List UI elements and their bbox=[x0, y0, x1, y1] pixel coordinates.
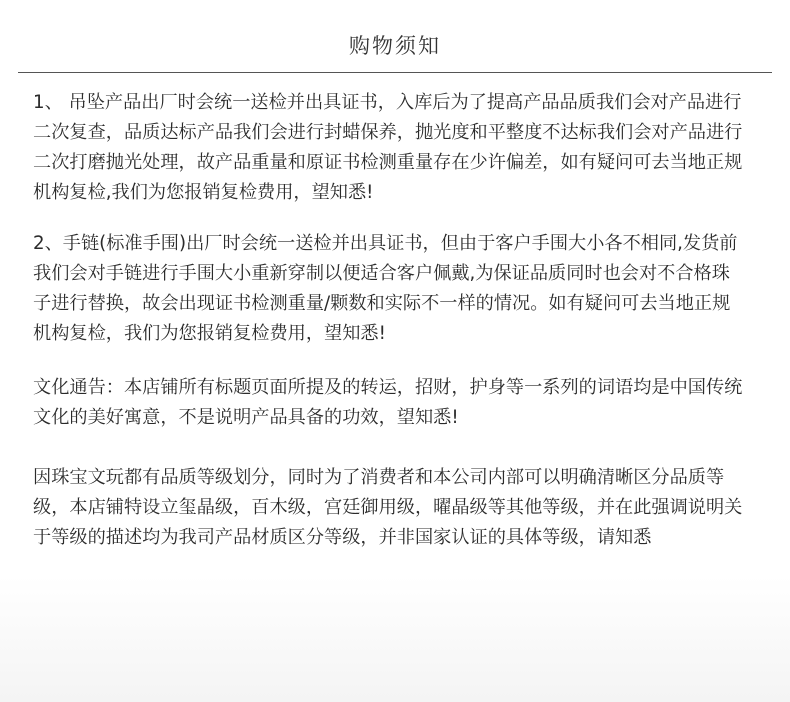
page-title: 购物须知 bbox=[349, 34, 441, 58]
notice-paragraph-culture: 文化通告：本店铺所有标题页面所提及的转运，招财，护身等一系列的词语均是中国传统文化的美好寓意，不是说明产品具备的功效，望知悉! bbox=[33, 377, 743, 428]
notice-paragraph-pendant: 1、 吊坠产品出厂时会统一送检并出具证书，入库后为了提高产品品质我们会对产品进行二次复查，品质达标产品我们会进行封蜡保养，抛光度和平整度不达标我们会对产品进行二次打磨抛光处理，故产品重量和原证书检测重量存在少许偏差，如有疑问可去当地正规机构复检,我们为您报销复检费用，望知悉! bbox=[33, 92, 743, 203]
notice-paragraph-grades: 因珠宝文玩都有品质等级划分，同时为了消费者和本公司内部可以明确清晰区分品质等级，本店铺特设立玺晶级，百木级，宫廷御用级，曜晶级等其他等级，并在此强调说明关于等级的描述均为我司产品材质区分等级，并非国家认证的具体等级，请知悉 bbox=[33, 467, 743, 548]
notice-paragraph-bracelet: 2、手链(标准手围)出厂时会统一送检并出具证书，但由于客户手围大小各不相同,发货前我们会对手链进行手围大小重新穿制以便适合客户佩戴,为保证品质同时也会对不合格珠子进行替换，故会出现证书检测重量/颗数和实际不一样的情况。如有疑问可去当地正规机构复检，我们为您报销复检费用，望知悉! bbox=[33, 233, 738, 344]
title-divider bbox=[18, 72, 772, 73]
